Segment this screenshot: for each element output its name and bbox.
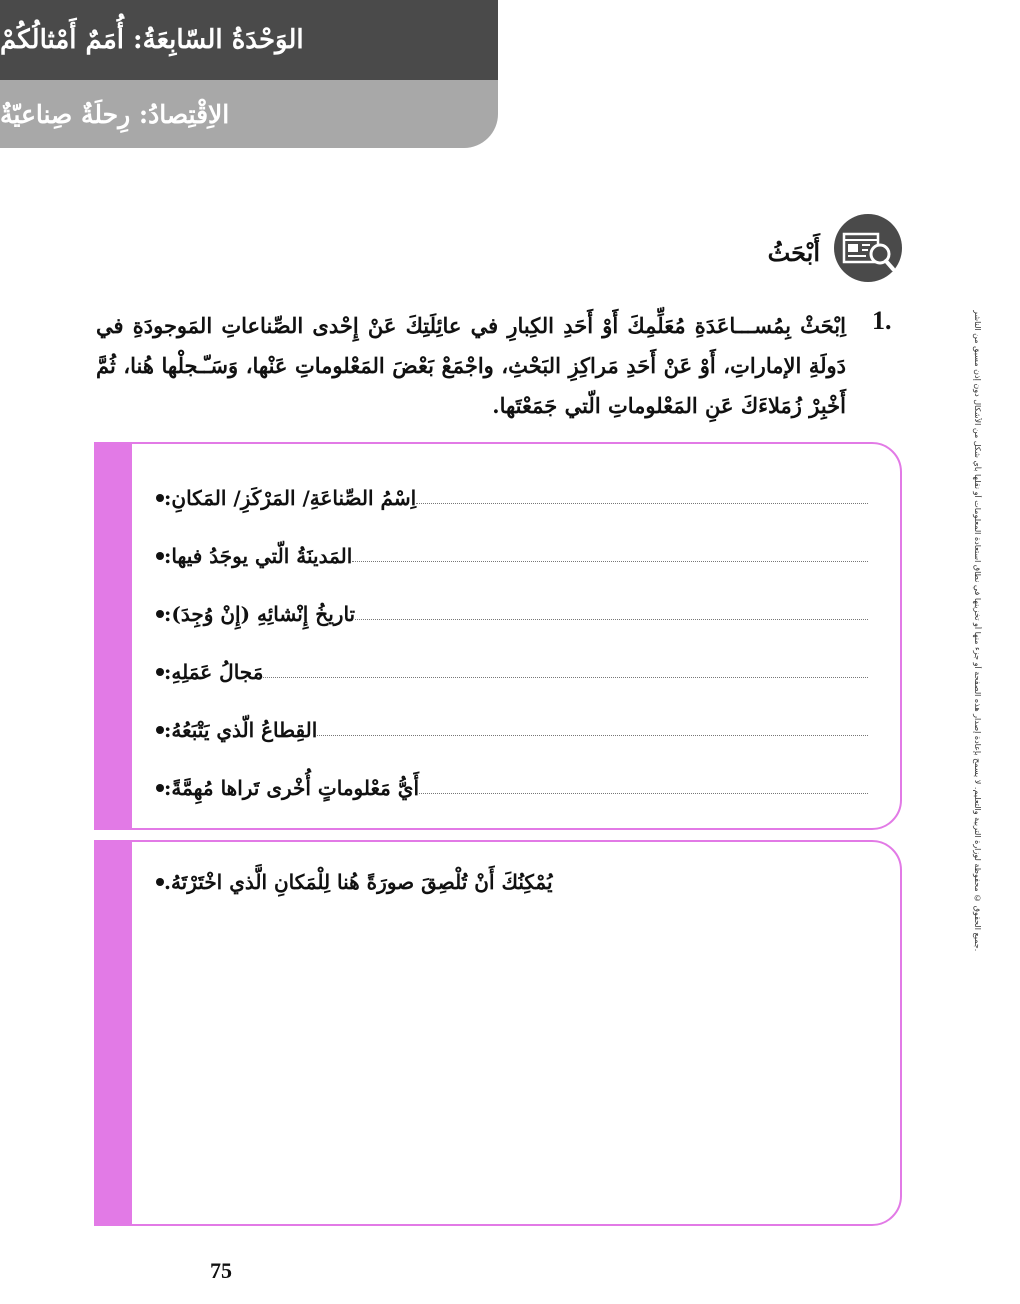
answer-line[interactable] [352,561,868,562]
lesson-title: الاِقْتِصادُ: رِحلَةٌ صِناعيّةٌ [0,99,230,129]
answer-line[interactable] [317,735,868,736]
bullet-icon [156,878,164,886]
question-text: اِبْحَثْ بِمُســـاعَدَةِ مُعَلِّمِكَ أَوْ أَحَدِ الكِبارِ في عائِلَتِكَ عَنْ إِحْدى الصِّناعاتِ المَوجودَةِ في دَولَةِ الإماراتِ، أَوْ عَنْ أَحَدِ مَراكِزِ البَحْثِ، واجْمَعْ بَعْضَ المَعْلوماتِ عَنْها، وَسَـّـجلْها هُنا، ثُمَّ أَخْبِرْ زُمَلاءَكَ عَنِ المَعْلوماتِ الّتي جَمَعْتَها. [96,313,846,418]
answer-line[interactable] [355,619,868,620]
bullet-icon [156,494,164,502]
photo-note: يُمْكِنُكَ أَنْ تُلْصِقَ صورَةً هُنا لِلْمَكانِ الَّذي اخْتَرْتَهُ. [164,870,553,894]
unit-title-banner [0,0,498,80]
info-form-box [94,442,902,830]
lesson-title-banner [0,80,498,148]
field-industry-name [140,480,876,510]
answer-line[interactable] [263,677,868,678]
photo-paste-box[interactable] [94,840,902,1226]
field-label: مَجالُ عَمَلِهِ: [164,660,264,684]
field-label: اِسْمُ الصِّناعَةِ/ المَرْكَزِ/ المَكانِ: [164,486,417,510]
field-label: المَدينَةُ الّتي يوجَدُ فيها: [164,544,353,568]
side-copyright: جميع الحقوق © محفوظة لوزارة التربية والتعليم. لا يسمح بإعادة إصدار هذه الصفحة أو جزء منها أو تخزينها في نطاق استعادة المعلومات أو نقلها بأي شكل من الأشكال دون إذن مسبق من الناشر. [973,310,982,952]
field-label: القِطاعُ الّذي يَتْبَعُهُ: [164,718,318,742]
question-number: 1. [872,306,892,335]
bullet-icon [156,552,164,560]
field-label: أَيُّ مَعْلوماتٍ أُخْرى تَراها مُهِمَّةً: [164,776,420,800]
answer-line[interactable] [416,503,868,504]
field-founding-date [140,596,876,626]
unit-title: الوَحْدَةُ السّابِعَةُ: أُمَمٌ أَمْثالُكُمْ [0,25,304,55]
research-magnifier-icon [834,214,902,282]
bullet-icon [156,668,164,676]
accent-strip [96,444,132,828]
research-heading: أَبْحَثُ [767,238,820,267]
field-city [140,538,876,568]
field-other-info [140,770,876,800]
accent-strip [96,842,132,1224]
field-label: تاريخُ إِنْشائِهِ (إِنْ وُجِدَ): [164,602,356,626]
answer-line[interactable] [419,793,868,794]
field-work-area [140,654,876,684]
photo-note-row [140,864,876,894]
bullet-icon [156,610,164,618]
page-number: 75 [210,1258,232,1283]
bullet-icon [156,784,164,792]
bullet-icon [156,726,164,734]
field-sector [140,712,876,742]
